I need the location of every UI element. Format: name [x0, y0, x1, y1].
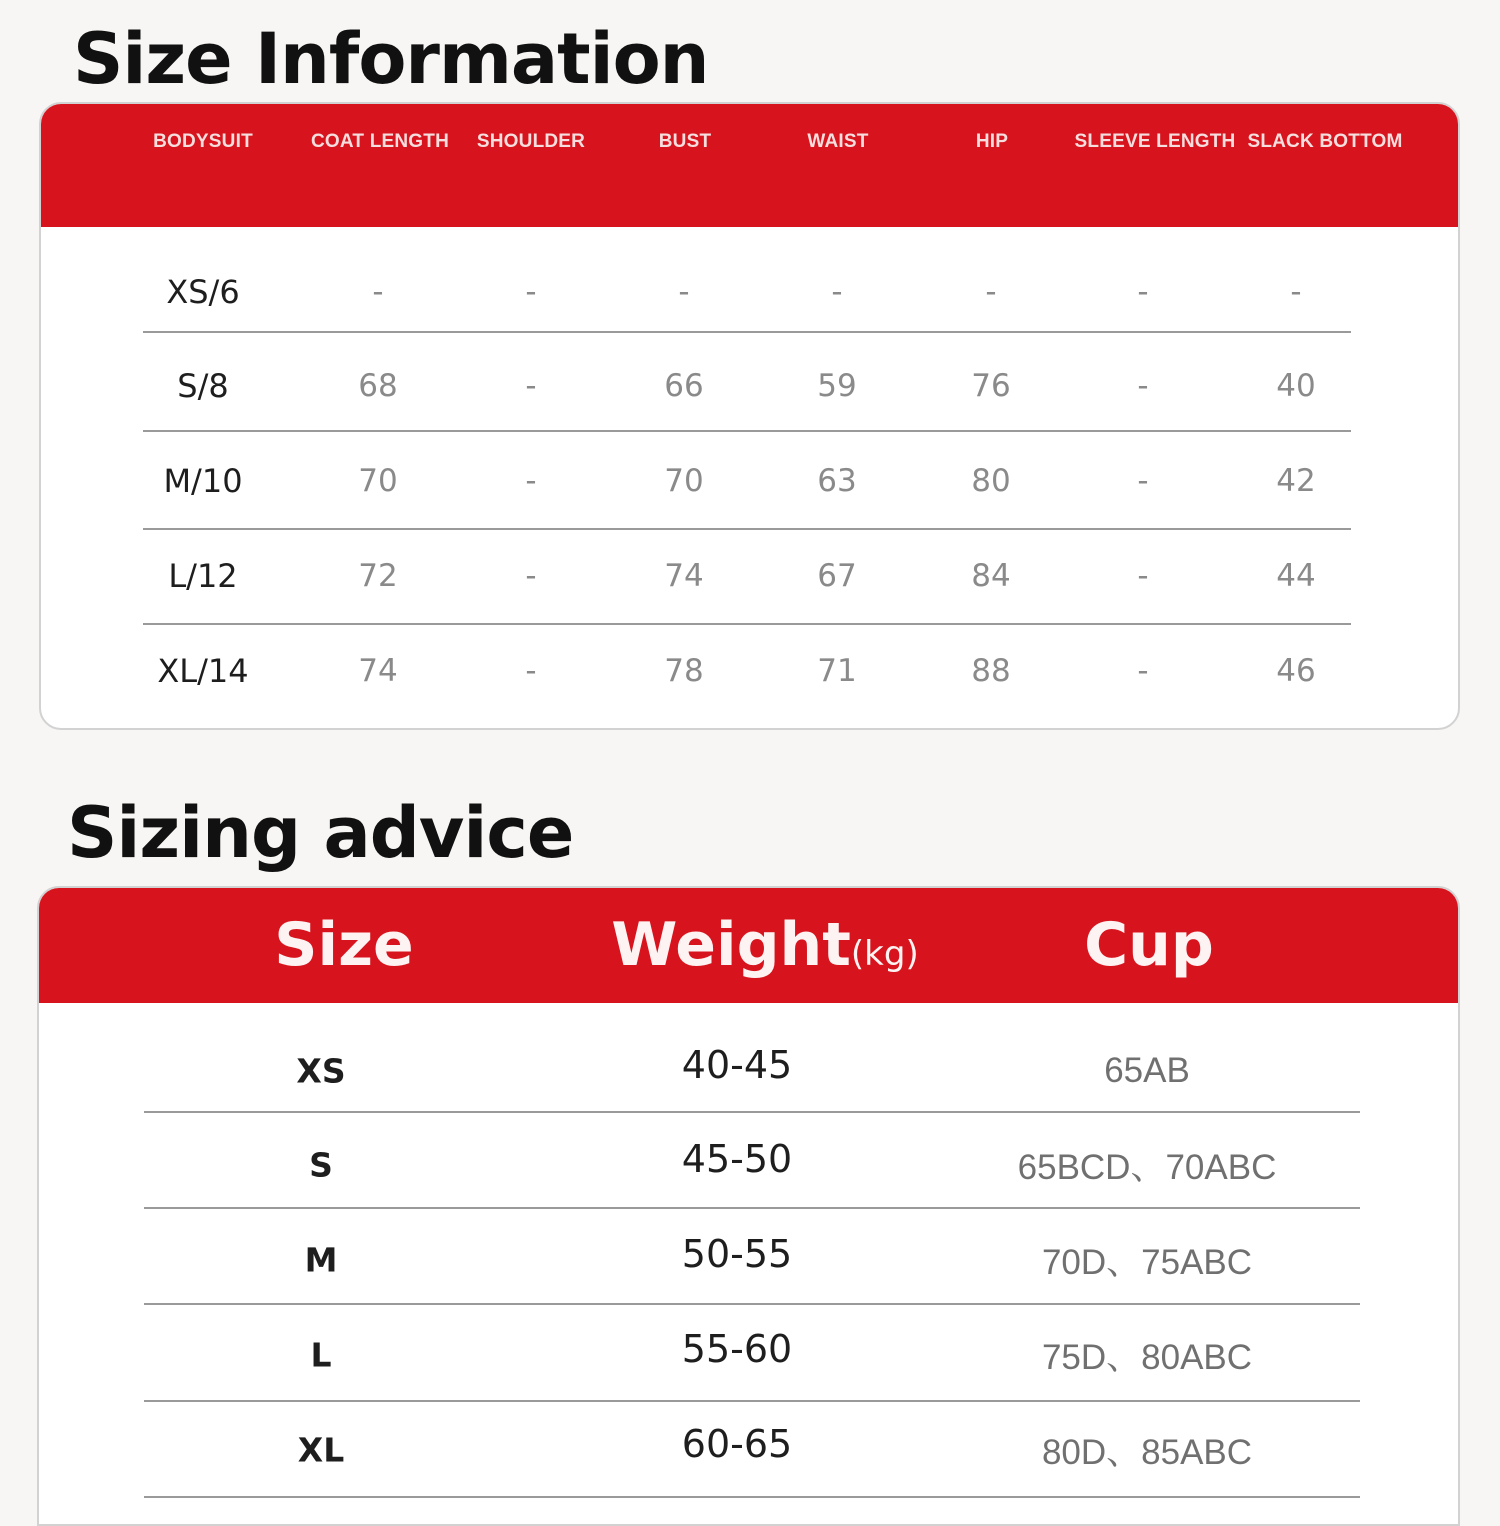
table-cell: -: [831, 274, 843, 310]
cup-sizes: 75D、80ABC: [1041, 1338, 1253, 1377]
cup-sizes: 65AB: [1104, 1051, 1190, 1090]
sizing-advice-table: [37, 886, 1460, 1526]
table-cell: -: [1137, 463, 1149, 499]
table-cell: -: [525, 558, 537, 594]
table-cell: 63: [817, 463, 857, 499]
size-label: L/12: [168, 557, 238, 595]
sizing-advice-header-cup: Cup: [1084, 910, 1214, 980]
cup-sizes: 70D、75ABC: [1041, 1243, 1253, 1282]
row-divider: [144, 1207, 1360, 1209]
table-cell: 74: [358, 653, 398, 689]
table-cell: -: [525, 463, 537, 499]
table-cell: 72: [358, 558, 398, 594]
table-cell: -: [372, 274, 384, 310]
header-sleeve-length: SLEEVE LENGTH: [1074, 131, 1236, 152]
row-divider: [144, 1111, 1360, 1113]
weight-range: 45-50: [681, 1137, 793, 1181]
size-information-table: [39, 102, 1460, 730]
table-cell: 78: [664, 653, 704, 689]
header-slack-bottom: SLACK BOTTOM: [1247, 131, 1403, 152]
table-cell: 42: [1276, 463, 1316, 499]
table-cell: -: [525, 653, 537, 689]
table-cell: 76: [971, 368, 1011, 404]
table-cell: 71: [817, 653, 857, 689]
size-label: L: [310, 1335, 332, 1375]
table-cell: -: [1137, 653, 1149, 689]
table-cell: 84: [971, 558, 1011, 594]
size-information-title: Size Information: [73, 18, 709, 100]
table-cell: 66: [664, 368, 704, 404]
size-label: XS/6: [166, 273, 240, 311]
table-cell: -: [1137, 368, 1149, 404]
weight-range: 40-45: [681, 1043, 793, 1087]
header-shoulder: SHOULDER: [476, 131, 586, 152]
table-cell: 74: [664, 558, 704, 594]
table-cell: -: [985, 274, 997, 310]
table-cell: -: [678, 274, 690, 310]
row-divider: [144, 1400, 1360, 1402]
header-bodysuit: BODYSUIT: [153, 131, 253, 152]
table-cell: 67: [817, 558, 857, 594]
header-coat-length: COAT LENGTH: [310, 131, 450, 152]
size-label: XS: [296, 1051, 346, 1091]
table-cell: 80: [971, 463, 1011, 499]
header-bust: BUST: [658, 131, 712, 152]
sizing-advice-header-size: Size: [274, 910, 414, 980]
table-cell: 68: [358, 368, 398, 404]
table-cell: 88: [971, 653, 1011, 689]
size-label: XL/14: [157, 652, 249, 690]
row-divider: [143, 430, 1351, 432]
table-cell: -: [1137, 274, 1149, 310]
cup-sizes: 80D、85ABC: [1041, 1433, 1253, 1472]
table-cell: 70: [664, 463, 704, 499]
size-label: S/8: [177, 367, 229, 405]
size-label: M/10: [163, 462, 243, 500]
row-divider: [143, 331, 1351, 333]
row-divider: [144, 1303, 1360, 1305]
table-cell: 70: [358, 463, 398, 499]
weight-unit: (kg): [850, 934, 919, 974]
size-label: M: [304, 1240, 338, 1280]
table-cell: 59: [817, 368, 857, 404]
table-cell: 44: [1276, 558, 1316, 594]
row-divider: [143, 528, 1351, 530]
size-information-header-band: [41, 104, 1458, 227]
sizing-advice-header-weight: Weight(kg): [611, 910, 919, 980]
table-cell: -: [525, 368, 537, 404]
sizing-advice-title: Sizing advice: [67, 792, 574, 874]
table-cell: 40: [1276, 368, 1316, 404]
weight-range: 55-60: [681, 1327, 793, 1371]
table-cell: 46: [1276, 653, 1316, 689]
row-divider: [144, 1496, 1360, 1498]
header-hip: HIP: [975, 131, 1009, 152]
weight-range: 60-65: [681, 1422, 793, 1466]
table-cell: -: [525, 274, 537, 310]
row-divider: [143, 623, 1351, 625]
table-cell: -: [1290, 274, 1302, 310]
header-waist: WAIST: [807, 131, 869, 152]
size-label: S: [309, 1145, 333, 1185]
weight-range: 50-55: [681, 1232, 793, 1276]
table-cell: -: [1137, 558, 1149, 594]
size-label: XL: [297, 1430, 345, 1470]
cup-sizes: 65BCD、70ABC: [1017, 1148, 1277, 1187]
